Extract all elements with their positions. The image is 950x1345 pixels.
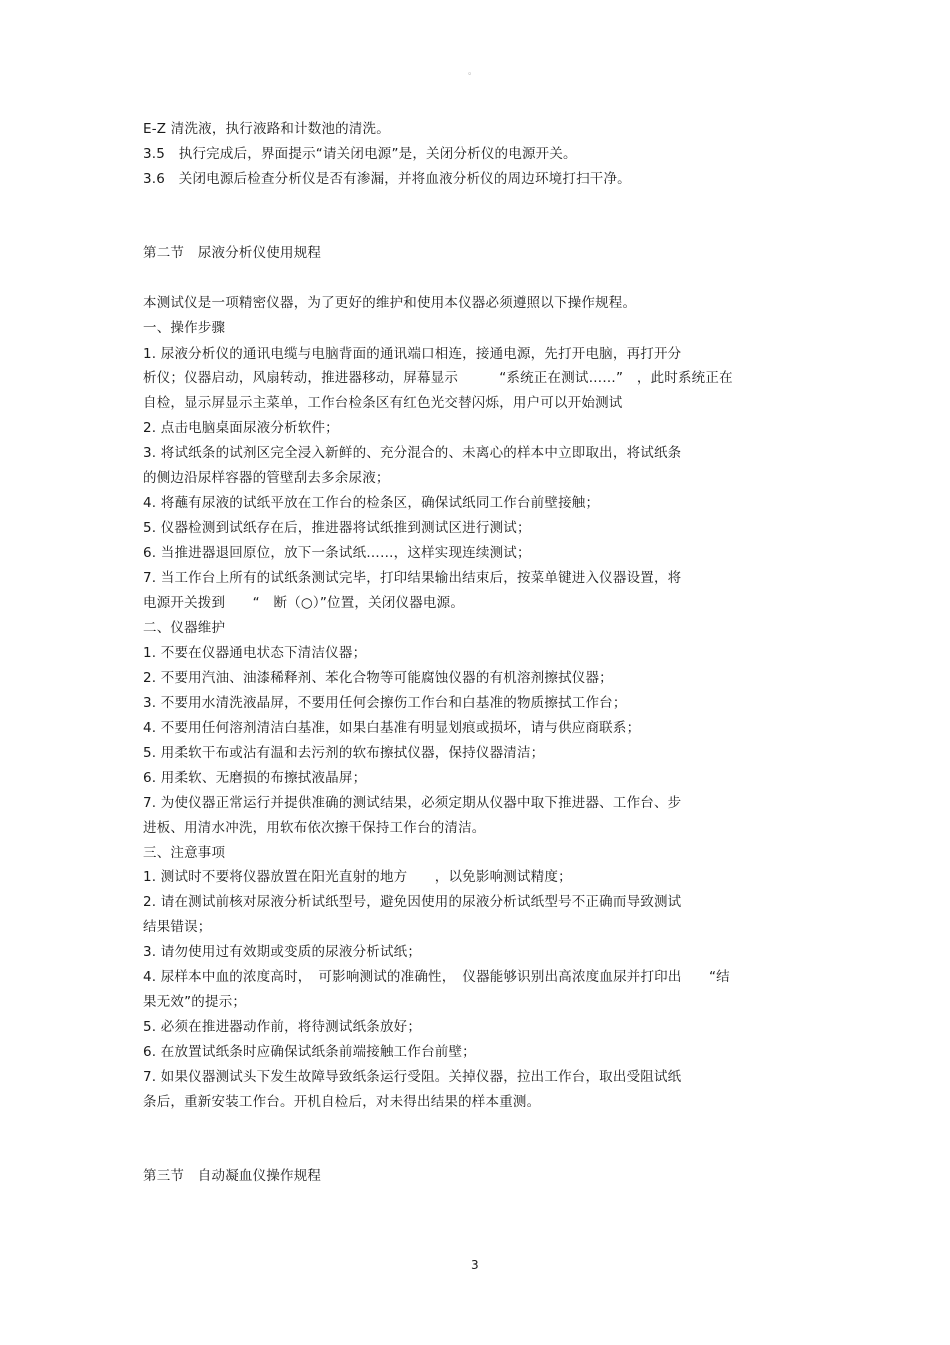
- text-line: 4. 尿样本中血的浓度高时， 可影响测试的准确性， 仪器能够识别出高浓度血尿并打印出 “结: [143, 969, 730, 985]
- text-line: 7. 如果仪器测试头下发生故障导致纸条运行受阻。关掉仪器，拉出工作台，取出受阻试纸: [143, 1069, 682, 1085]
- text-line: 1. 尿液分析仪的通讯电缆与电脑背面的通讯端口相连，接通电源，先打开电脑，再打开分: [143, 346, 682, 362]
- text-line: 4. 将蘸有尿液的试纸平放在工作台的检条区，确保试纸同工作台前壁接触；: [143, 495, 600, 511]
- subsection-heading: 二、仪器维护: [143, 620, 226, 636]
- text-line: 结果错误；: [143, 919, 212, 935]
- text-line: 4. 不要用任何溶剂清洁白基准，如果白基准有明显划痕或损坏，请与供应商联系；: [143, 720, 641, 736]
- text-line: 自检，显示屏显示主菜单，工作台检条区有红色光交替闪烁，用户可以开始测试: [143, 395, 623, 411]
- text-line: 析仪；仪器启动，风扇转动，推进器移动，屏幕显示 “系统正在测试……” ，此时系统正在: [143, 370, 733, 386]
- section-heading: 第二节 尿液分析仪使用规程: [143, 245, 322, 261]
- text-line: E-Z 清洗液，执行液路和计数池的清洗。: [143, 121, 390, 137]
- text-line: 6. 当推进器退回原位，放下一条试纸……，这样实现连续测试；: [143, 545, 531, 561]
- subsection-heading: 三、注意事项: [143, 845, 226, 861]
- text-line: 7. 当工作台上所有的试纸条测试完毕，打印结果输出结束后，按菜单键进入仪器设置，将: [143, 570, 682, 586]
- text-line: 6. 用柔软、无磨损的布擦拭液晶屏；: [143, 770, 367, 786]
- text-line: 3. 将试纸条的试剂区完全浸入新鲜的、充分混合的、未离心的样本中立即取出，将试纸条: [143, 445, 682, 461]
- text-line: 进板、用清水冲洗，用软布依次擦干保持工作台的清洁。: [143, 820, 486, 836]
- text-line: 6. 在放置试纸条时应确保试纸条前端接触工作台前壁；: [143, 1044, 476, 1060]
- text-line: 果无效”的提示；: [143, 994, 247, 1010]
- text-line: 2. 不要用汽油、油漆稀释剂、苯化合物等可能腐蚀仪器的有机溶剂擦拭仪器；: [143, 670, 613, 686]
- text-line: 3.6 关闭电源后检查分析仪是否有渗漏，并将血液分析仪的周边环境打扫干净。: [143, 171, 631, 187]
- text-line: 7. 为使仪器正常运行并提供准确的测试结果，必须定期从仪器中取下推进器、工作台、步: [143, 795, 682, 811]
- text-line: 3. 请勿使用过有效期或变质的尿液分析试纸；: [143, 944, 422, 960]
- text-line: 5. 仪器检测到试纸存在后，推进器将试纸推到测试区进行测试；: [143, 520, 531, 536]
- subsection-heading: 一、操作步骤: [143, 320, 226, 336]
- text-line: 3.5 执行完成后，界面提示“请关闭电源”是，关闭分析仪的电源开关。: [143, 146, 577, 162]
- text-line: 2. 请在测试前核对尿液分析试纸型号，避免因使用的尿液分析试纸型号不正确而导致测试: [143, 894, 682, 910]
- page-number: 3: [471, 1258, 479, 1272]
- text-line: 1. 测试时不要将仪器放置在阳光直射的地方 ，以免影响测试精度；: [143, 869, 572, 885]
- intro-paragraph: 本测试仪是一项精密仪器，为了更好的维护和使用本仪器必须遵照以下操作规程。: [143, 295, 637, 311]
- text-line: 3. 不要用水清洗液晶屏，不要用任何会擦伤工作台和白基准的物质擦拭工作台；: [143, 695, 627, 711]
- text-line: 条后，重新安装工作台。开机自检后，对未得出结果的样本重测。: [143, 1094, 541, 1110]
- text-line: 5. 必须在推进器动作前，将待测试纸条放好；: [143, 1019, 422, 1035]
- section-heading: 第三节 自动凝血仪操作规程: [143, 1168, 322, 1184]
- text-line: 1. 不要在仪器通电状态下清洁仪器；: [143, 645, 367, 661]
- text-line: 5. 用柔软干布或沾有温和去污剂的软布擦拭仪器，保持仪器清洁；: [143, 745, 545, 761]
- text-line: 电源开关拨到 “ 断（○）”位置，关闭仪器电源。: [143, 595, 465, 611]
- text-line: 2. 点击电脑桌面尿液分析软件；: [143, 420, 339, 436]
- page-marker: 。: [468, 67, 478, 77]
- text-line: 的侧边沿尿样容器的管壁刮去多余尿液；: [143, 470, 390, 486]
